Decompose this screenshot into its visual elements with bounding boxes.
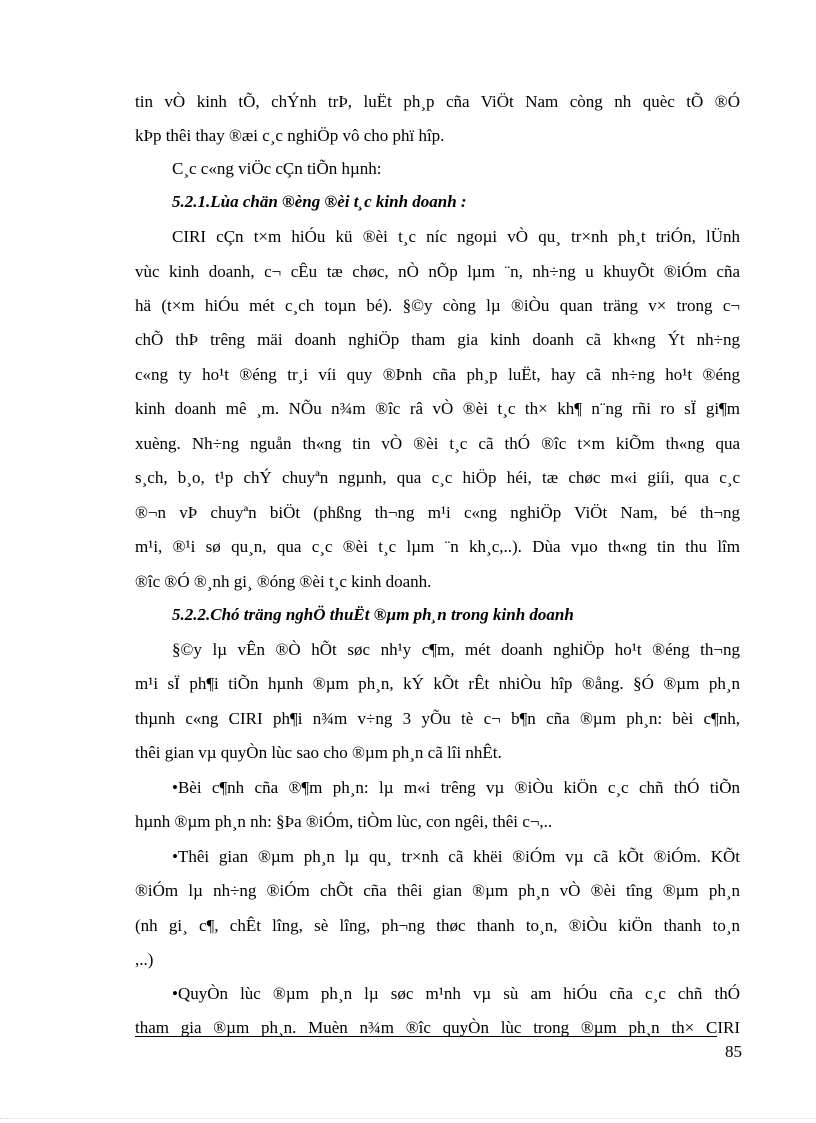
body-line: xuèng. Nh÷ng nguån th«ng tin vÒ ®èi t¸c cã thÓ ®îc t×m kiÕm th«ng qua	[135, 434, 740, 453]
bullet-line: •QuyÒn lùc ®µm ph¸n lµ søc m¹nh vµ sù am hiÓu cña c¸c chñ thÓ	[172, 984, 740, 1003]
body-line: chÕ thÞ trêng mäi doanh nghiÖp tham gia kinh doanh cã kh«ng Ýt nh÷ng	[135, 330, 740, 349]
body-line: thêi gian vµ quyÒn lùc sao cho ®µm ph¸n cã lîi nhÊt.	[135, 743, 502, 762]
body-line: c«ng ty ho¹t ®éng tr¸i víi quy ®Þnh cña ph¸p luËt, hay cã nh÷ng ho¹t ®éng	[135, 365, 740, 384]
body-line: ®¬n vÞ chuyªn biÖt (phßng th¬ng m¹i c«ng nghiÖp ViÖt Nam, bé th¬ng	[135, 503, 740, 522]
body-line: tin vÒ kinh tÕ, chÝnh trÞ, luËt ph¸p cña ViÖt Nam còng nh quèc tÕ ®Ó	[135, 92, 740, 111]
body-line: tham gia ®µm ph¸n. Muèn n¾m ®îc quyÒn lùc trong ®µm ph¸n th× CIRI	[135, 1018, 740, 1037]
body-line: s¸ch, b¸o, t¹p chÝ chuyªn ngµnh, qua c¸c hiÖp héi, tæ chøc m«i giíi, qua c¸c	[135, 468, 740, 487]
bullet-line: •Thêi gian ®µm ph¸n lµ qu¸ tr×nh cã khëi ®iÓm vµ cã kÕt ®iÓm. KÕt	[172, 847, 740, 866]
body-line: ,..)	[135, 950, 154, 969]
body-line: CIRI cÇn t×m hiÓu kü ®èi t¸c níc ngoµi vÒ qu¸ tr×nh ph¸t triÓn, lÜnh	[172, 227, 740, 246]
body-line: kinh doanh mê ¸m. NÕu n¾m ®îc râ vÒ ®èi t¸c th× kh¶ n¨ng rñi ro sÏ gi¶m	[135, 399, 740, 418]
section-heading: 5.2.1.Lùa chän ®èng ®èi t¸c kinh doanh :	[172, 192, 467, 211]
footer-rule	[135, 1036, 717, 1037]
body-line: hµnh ®µm ph¸n nh: §Þa ®iÓm, tiÒm lùc, con ngêi, thêi c¬,..	[135, 812, 553, 831]
body-line: hä (t×m hiÓu mét c¸ch toµn bé). §©y còng lµ ®iÒu quan träng v× trong c¬	[135, 296, 740, 315]
body-line: kÞp thêi thay ®æi c¸c nghiÖp vô cho phï hîp.	[135, 126, 445, 145]
section-heading: 5.2.2.Chó träng nghÖ thuËt ®µm ph¸n trong kinh doanh	[172, 605, 574, 624]
body-line: m¹i, ®¹i sø qu¸n, qua c¸c ®èi t¸c lµm ¨n kh¸c,..). Dùa vµo th«ng tin thu lîm	[135, 537, 740, 556]
body-line: ®iÓm lµ nh÷ng ®iÓm chÕt cña thêi gian ®µm ph¸n vÒ ®èi tîng ®µm ph¸n	[135, 881, 740, 900]
body-line: (nh gi¸ c¶, chÊt lîng, sè lîng, ph¬ng thøc thanh to¸n, ®iÒu kiÖn thanh to¸n	[135, 916, 740, 935]
body-line: C¸c c«ng viÖc cÇn tiÕn hµnh:	[172, 159, 382, 178]
body-line: vùc kinh doanh, c¬ cÊu tæ chøc, nÒ nÕp lµm ¨n, nh÷ng u khuyÕt ®iÓm cña	[135, 262, 740, 281]
page-bottom-border	[0, 1118, 816, 1119]
body-line: §©y lµ vÊn ®Ò hÕt søc nh¹y c¶m, mét doanh nghiÖp ho¹t ®éng th¬ng	[172, 640, 740, 659]
page-number: 85	[725, 1042, 742, 1061]
body-line: thµnh c«ng CIRI ph¶i n¾m v÷ng 3 yÕu tè c¬ b¶n cña ®µm ph¸n: bèi c¶nh,	[135, 709, 740, 728]
body-line: ®îc ®Ó ®¸nh gi¸ ®óng ®èi t¸c kinh doanh.	[135, 572, 432, 591]
bullet-line: •Bèi c¶nh cña ®¶m ph¸n: lµ m«i trêng vµ ®iÒu kiÖn c¸c chñ thÓ tiÕn	[172, 778, 740, 797]
body-line: m¹i sÏ ph¶i tiÕn hµnh ®µm ph¸n, kÝ kÕt rÊt nhiÒu hîp ®ång. §Ó ®µm ph¸n	[135, 674, 740, 693]
